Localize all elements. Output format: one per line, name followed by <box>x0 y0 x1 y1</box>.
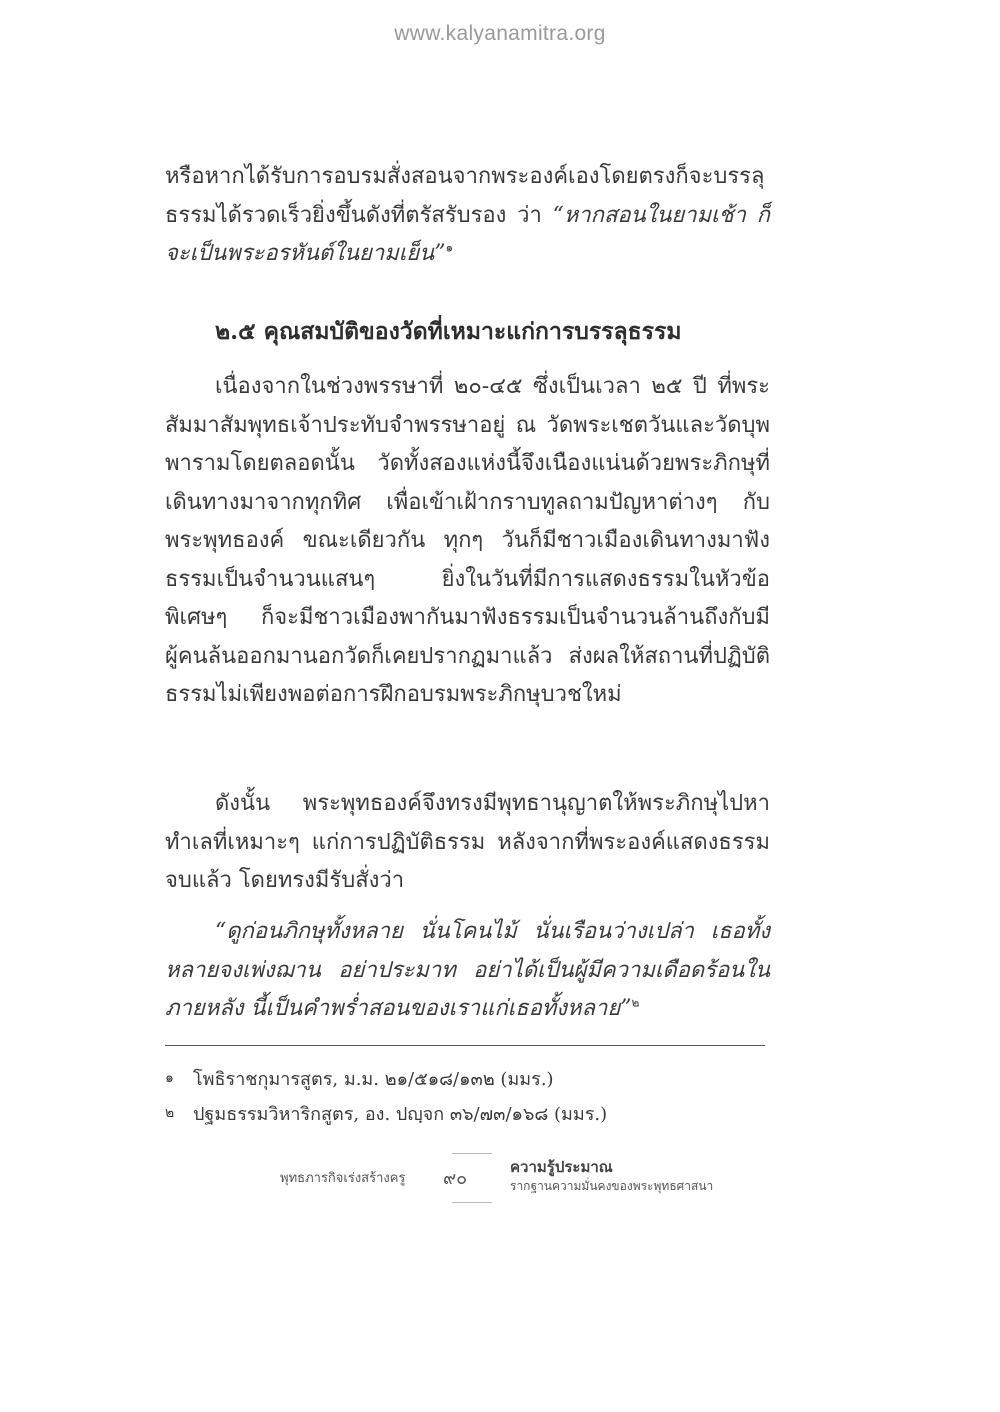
footer-book-title: พุทธภารกิจเร่งสร้างครู <box>280 1171 406 1186</box>
footnote-2-mark: ๒ <box>165 1105 175 1121</box>
paragraph-2: ดังนั้น พระพุทธองค์จึงทรงมีพุทธานุญาตให้พระภิกษุไปหาทำเลที่เหมาะๆ แก่การปฏิบัติธรรม หลังจากที่พระองค์แสดงธรรมจบแล้ว โดยทรงมีรับสั่งว่า <box>165 791 770 893</box>
footnote-divider <box>165 1045 765 1046</box>
footnote-ref-2[interactable]: ๒ <box>631 995 640 1010</box>
page-footer <box>0 1150 1000 1210</box>
footnote-ref-1[interactable]: ๑ <box>445 240 454 255</box>
footer-chapter-title: ความรู้ประมาณ <box>510 1158 613 1176</box>
section-heading: ๒.๕ คุณสมบัติของวัดที่เหมาะแก่การบรรลุธรรม <box>215 318 682 345</box>
buddha-quote <box>165 913 770 1029</box>
footnote-1-text: โพธิราชกุมารสูตร, ม.ม. ๒๑/๕๑๘/๑๓๒ (มมร.) <box>193 1069 554 1090</box>
intro-quote: “หากสอนในยามเช้า ก็จะเป็นพระอรหันต์ในยามเย็น” <box>165 202 770 266</box>
footer-ornament-bottom <box>452 1202 492 1203</box>
page-number: ๙๐ <box>443 1168 468 1189</box>
footnote-1 <box>165 1065 765 1093</box>
quote-text: “ดูก่อนภิกษุทั้งหลาย นั่นโคนไม้ นั่นเรือนว่างเปล่า เธอทั้งหลายจงเพ่งฌาน อย่าประมาท อย่าได้เป็นผู้มีความเดือดร้อนในภายหลัง นี้เป็นคำพร่ำสอนของเราแก่เธอทั้งหลาย” <box>165 919 770 1021</box>
footnote-2-text: ปฐมธรรมวิหาริกสูตร, อง. ปญฺจก ๓๖/๗๓/๑๖๘ (มมร.) <box>193 1104 608 1125</box>
paragraph-1: เนื่องจากในช่วงพรรษาที่ ๒๐-๔๕ ซึ่งเป็นเวลา ๒๕ ปี ที่พระสัมมาสัมพุทธเจ้าประทับจำพรรษาอยู่ ณ วัดพระเชตวันและวัดบุพพารามโดยตลอดนั้น วัดทั้งสองแห่งนี้จึงเนืองแน่นด้วยพระภิกษุที่เดินทางมาจากทุกทิศ เพื่อเข้าเฝ้ากราบทูลถามปัญหาต่างๆ กับพระพุทธองค์ ขณะเดียวกัน ทุกๆ วันก็มีชาวเมืองเดินทางมาฟังธรรมเป็นจำนวนแสนๆ ยิ่งในวันที่มีการแสดงธรรมในหัวข้อพิเศษๆ ก็จะมีชาวเมืองพากันมาฟังธรรมเป็นจำนวนล้านถึงกับมีผู้คนล้นออกมานอกวัดก็เคยปรากฏมาแล้ว ส่งผลให้สถานที่ปฏิบัติธรรมไม่เพียงพอต่อการฝึกอบรมพระภิกษุบวชใหม่ <box>165 374 770 707</box>
footer-ornament-top <box>452 1153 492 1154</box>
footer-chapter-subtitle: รากฐานความมั่นคงของพระพุทธศาสนา <box>510 1179 714 1193</box>
watermark-url: www.kalyanamitra.org <box>394 22 606 45</box>
footnote-1-mark: ๑ <box>165 1070 174 1086</box>
intro-paragraph <box>165 158 770 274</box>
footnote-2 <box>165 1100 765 1128</box>
intro-text: หรือหากได้รับการอบรมสั่งสอนจากพระองค์เองโดยตรงก็จะบรรลุธรรมได้รวดเร็วยิ่งขึ้นดังที่ตรัสรับรอง ว่า <box>165 164 765 228</box>
